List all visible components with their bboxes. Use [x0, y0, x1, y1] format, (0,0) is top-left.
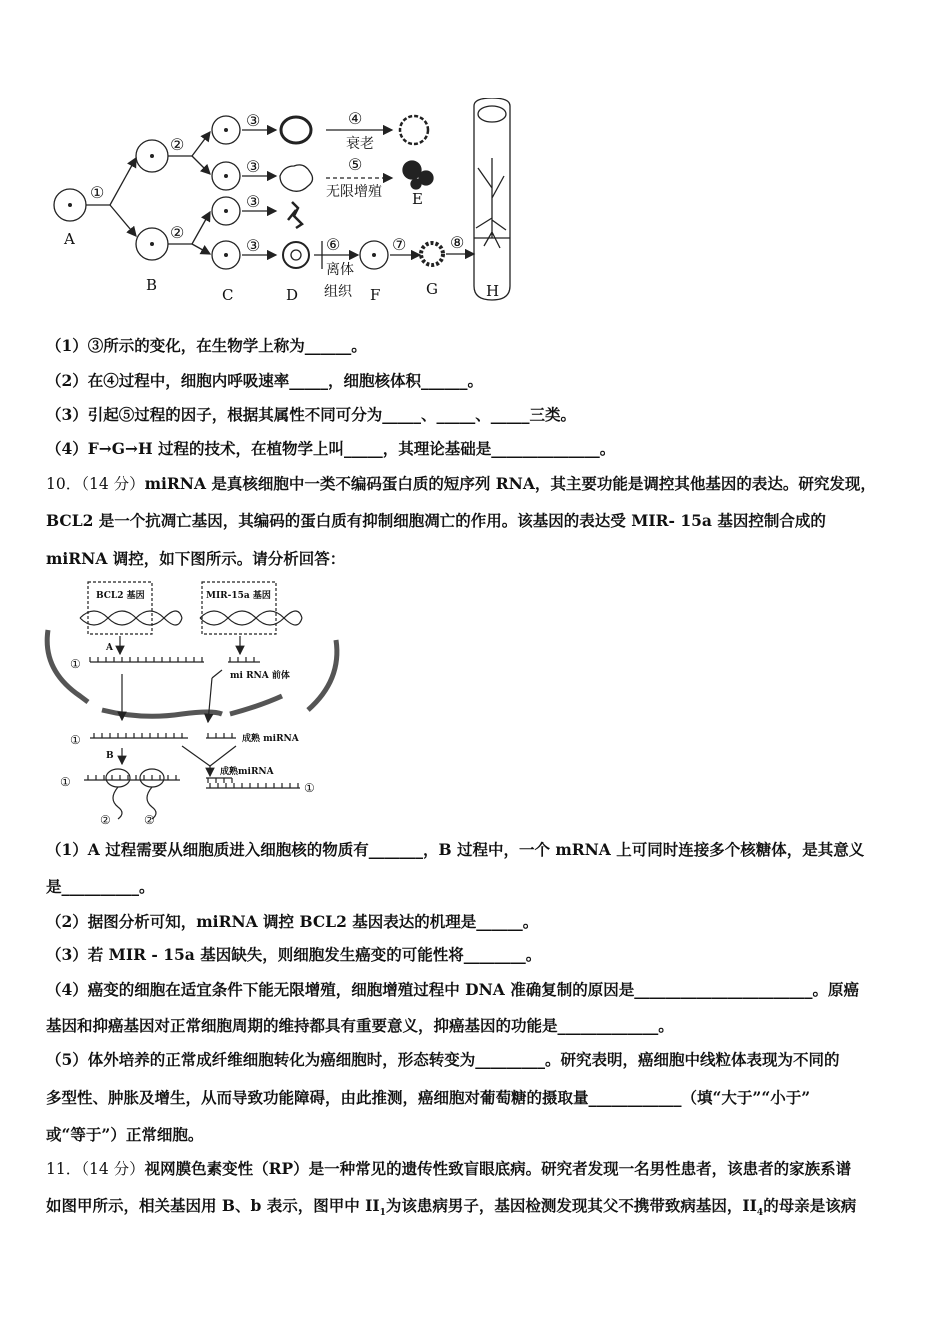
svg-text:A: A — [106, 643, 113, 653]
step-1: ① — [90, 183, 105, 202]
svg-text:B: B — [106, 751, 114, 761]
svg-text:组织: 组织 — [324, 284, 352, 300]
svg-text:①: ① — [70, 657, 81, 671]
svg-text:⑧: ⑧ — [450, 233, 465, 252]
q10-sub1-a: （1）A 过程需要从细胞质进入细胞核的物质有_______，B 过程中，一个 mRNA 上可同时连接多个核糖体，是其意义 — [46, 840, 865, 859]
q10-sub4-b: 基因和抑癌基因对正常细胞周期的维持都具有重要意义，抑癌基因的功能是_____________。 — [46, 1016, 674, 1035]
svg-text:②: ② — [170, 135, 185, 154]
svg-text:离体: 离体 — [326, 262, 354, 278]
q10-sub1-b: 是__________。 — [46, 877, 155, 896]
svg-text:成熟miRNA: 成熟miRNA — [220, 767, 274, 777]
svg-text:H: H — [486, 282, 500, 300]
svg-text:①: ① — [70, 733, 81, 747]
q10-sub5-c: 或“等于”）正常细胞。 — [46, 1125, 204, 1144]
svg-text:③: ③ — [246, 192, 261, 211]
svg-text:B: B — [146, 276, 158, 294]
q9-sub4: （4）F→G→H 过程的技术，在植物学上叫_____，其理论基础是______________。 — [46, 439, 616, 458]
svg-text:①: ① — [60, 775, 71, 789]
svg-text:C: C — [222, 286, 234, 304]
svg-text:MIR-15a 基因: MIR-15a 基因 — [206, 591, 271, 601]
q9-sub3: （3）引起⑤过程的因子，根据其属性不同可分为_____、_____、_____三类。 — [46, 405, 577, 424]
svg-text:F: F — [370, 286, 381, 304]
svg-text:⑤: ⑤ — [348, 155, 363, 174]
q9-sub2: （2）在④过程中，细胞内呼吸速率_____，细胞核体积______。 — [46, 371, 484, 390]
svg-text:②: ② — [144, 813, 155, 827]
svg-text:衰老: 衰老 — [346, 136, 374, 152]
q10-intro-2: BCL2 是一个抗凋亡基因，其编码的蛋白质有抑制细胞凋亡的作用。该基因的表达受 MIR- 15a 基因控制合成的 — [46, 511, 826, 530]
mirna-regulation-diagram — [40, 578, 350, 828]
svg-text:③: ③ — [246, 111, 261, 130]
svg-text:③: ③ — [246, 157, 261, 176]
svg-text:②: ② — [100, 813, 111, 827]
svg-text:⑥: ⑥ — [326, 235, 341, 254]
svg-text:⑦: ⑦ — [392, 235, 407, 254]
q9-sub1: （1）③所示的变化，在生物学上称为______。 — [46, 336, 367, 355]
svg-text:②: ② — [170, 223, 185, 242]
label-a: A — [64, 230, 75, 248]
svg-text:无限增殖: 无限增殖 — [326, 184, 382, 200]
svg-text:③: ③ — [246, 236, 261, 255]
svg-text:D: D — [286, 286, 299, 304]
svg-text:BCL2 基因: BCL2 基因 — [96, 591, 145, 601]
q10-intro-3: miRNA 调控，如下图所示。请分析回答： — [46, 549, 346, 568]
q10-intro-1: 10．（14 分）miRNA 是真核细胞中一类不编码蛋白质的短序列 RNA，其主要功能是调控其他基因的表达。研究发现， — [46, 474, 876, 493]
q11-line-1: 11．（14 分）视网膜色素变性（RP）是一种常见的遗传性致盲眼底病。研究者发现一名男性患者，该患者的家族系谱 — [46, 1159, 852, 1178]
svg-text:mi RNA 前体: mi RNA 前体 — [230, 671, 290, 681]
q10-sub3: （3）若 MIR - 15a 基因缺失，则细胞发生癌变的可能性将________。 — [46, 945, 542, 964]
q11-line-2: 如图甲所示，相关基因用 B、b 表示，图甲中 $II_1$为该患病男子，基因检测发现其父不携带致病基因，$II_4$的母亲是该病 — [46, 1196, 857, 1219]
svg-text:E: E — [412, 190, 423, 208]
svg-text:①: ① — [304, 781, 315, 795]
q10-sub5-b: 多型性、肿胀及增生，从而导致功能障碍，由此推测，癌细胞对葡萄糖的摄取量____________（填“大于”“小于” — [46, 1088, 811, 1107]
q10-sub4-a: （4）癌变的细胞在适宜条件下能无限增殖，细胞增殖过程中 DNA 准确复制的原因是_______________________。原癌 — [46, 980, 859, 999]
svg-text:G: G — [426, 280, 438, 298]
q10-sub2: （2）据图分析可知，miRNA 调控 BCL2 基因表达的机理是______。 — [46, 912, 539, 931]
cell-differentiation-diagram — [40, 98, 520, 310]
svg-text:成熟 miRNA: 成熟 miRNA — [242, 734, 299, 744]
q10-sub5-a: （5）体外培养的正常成纤维细胞转化为癌细胞时，形态转变为_________。研究表明，癌细胞中线粒体表现为不同的 — [46, 1050, 840, 1069]
svg-text:④: ④ — [348, 109, 363, 128]
